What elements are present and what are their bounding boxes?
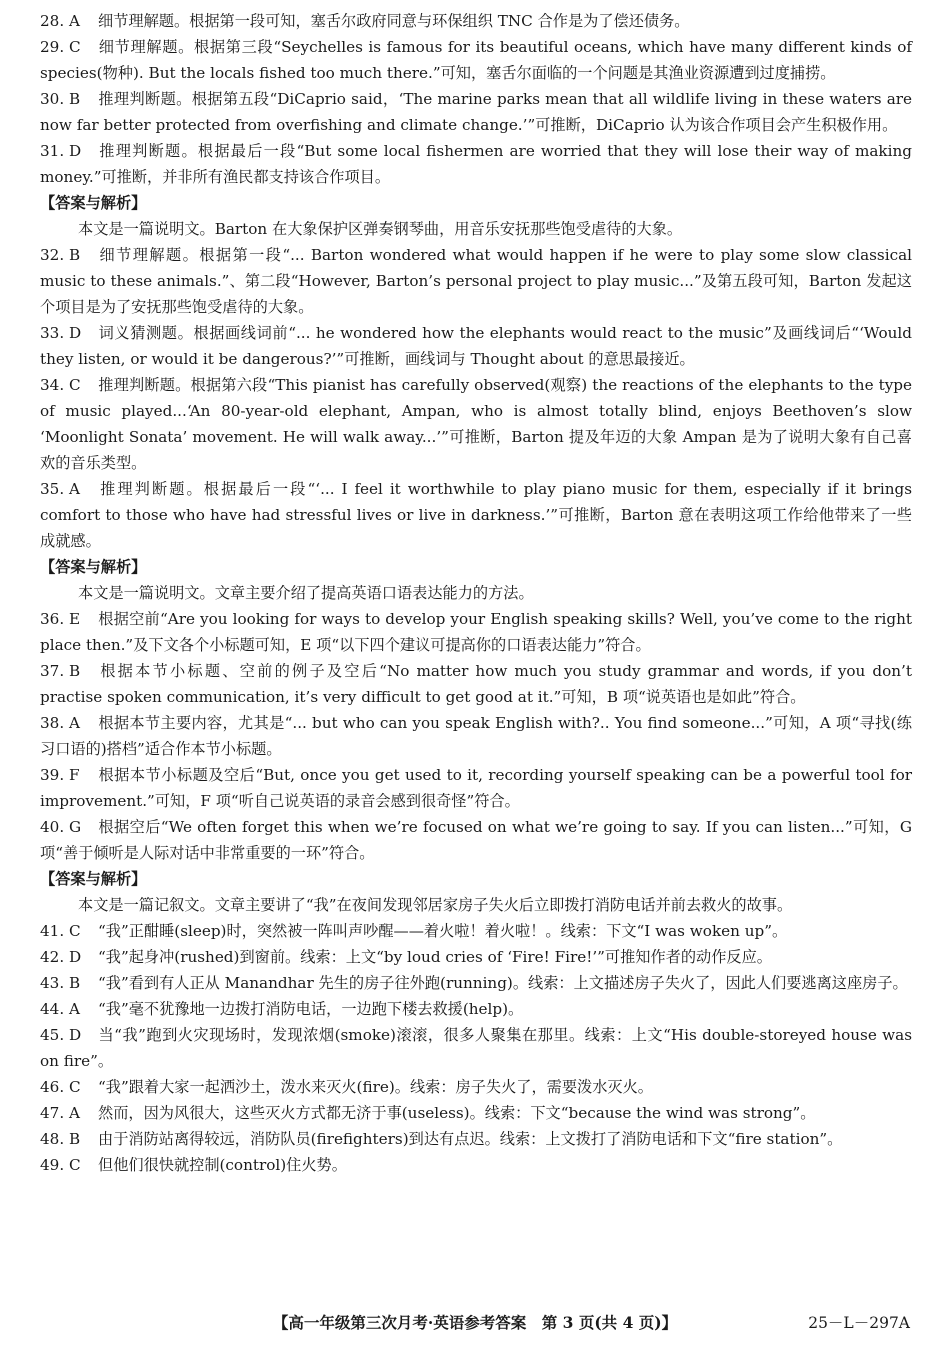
answer-item-32 [40,242,912,320]
answer-item-42 [40,944,912,970]
answer-number: 46. C [40,1078,81,1096]
answer-explanation: 根据本节小标题、空前的例子及空后“No matter how much you study grammar and words, if you don’t practise spoken communication, it’s very difficult to get good at it.”可知，B 项“说英语也是如此”符合。 [40,662,912,706]
answer-item-37 [40,658,912,710]
answer-explanation: “我”起身冲(rushed)到窗前。线索：上文“by loud cries of ‘Fire! Fire!’”可推知作者的动作反应。 [98,948,772,966]
section-heading: 【答案与解析】 [40,194,147,212]
answer-item-41 [40,918,912,944]
answer-explanation: 根据空前“Are you looking for ways to develop your English speaking skills? Well, you’ve come to the right place then.”及下文各个小标题可知，E 项“以下四个建议可提高你的口语表达能力”符合。 [40,610,912,654]
answer-explanation: 根据本节主要内容，尤其是“... but who can you speak English with?.. You find someone...”可知，A 项“寻找(练习口语的)搭档”适合作本节小标题。 [40,714,912,758]
passage-summary: 本文是一篇说明文。Barton 在大象保护区弹奏钢琴曲，用音乐安抚那些饱受虐待的大象。 [78,220,683,238]
answer-item-30 [40,86,912,138]
answer-explanation: 推理判断题。根据第五段“DiCaprio said，‘The marine parks mean that all wildlife living in these waters are now far better protected from overfishing and climate change.’”可推断，DiCaprio 认为该合作项目会产生积极作用。 [40,90,912,134]
answer-number: 28. A [40,12,80,30]
answer-explanation: 推理判断题。根据最后一段“But some local fishermen are worried that they will lose their way of making money.”可推断，并非所有渔民都支持该合作项目。 [40,142,912,186]
answer-explanation: 细节理解题。根据第三段“Seychelles is famous for its beautiful oceans, which have many different kinds of species(物种). But the locals fished too much there.”可知，塞舌尔面临的一个问题是其渔业资源遭到过度捕捞。 [40,38,912,82]
answer-number: 41. C [40,922,81,940]
answer-number: 29. C [40,38,81,56]
answer-explanation: 根据本节小标题及空后“But, once you get used to it, recording yourself speaking can be a powerful tool for improvement.”可知，F 项“听自己说英语的录音会感到很奇怪”符合。 [40,766,912,810]
answer-explanation: 然而，因为风很大，这些灭火方式都无济于事(useless)。线索：下文“because the wind was strong”。 [98,1104,816,1122]
answer-number: 31. D [40,142,82,160]
answer-explanation: 但他们很快就控制(control)住火势。 [98,1156,347,1174]
answer-number: 38. A [40,714,80,732]
answer-explanation: 由于消防站离得较远，消防队员(firefighters)到达有点迟。线索：上文拨打了消防电话和下文“fire station”。 [98,1130,843,1148]
answer-item-33 [40,320,912,372]
answer-item-38 [40,710,912,762]
document-code: 25－L－297A [808,1314,910,1332]
answer-explanation: 词义猜测题。根据画线词前“... he wondered how the elephants would react to the music”及画线词后“‘Would they listen, or would it be dangerous?’”可推断，画线词与 Thought about 的意思最接近。 [40,324,912,368]
page-footer [0,1310,950,1336]
footer-title: 【高一年级第三次月考·英语参考答案 第 3 页(共 4 页)】 [272,1313,678,1332]
answer-number: 45. D [40,1026,82,1044]
answer-number: 36. E [40,610,81,628]
answer-item-34 [40,372,912,476]
passage-summary: 本文是一篇记叙文。文章主要讲了“我”在夜间发现邻居家房子失火后立即拨打消防电话并前去救火的故事。 [78,896,793,914]
answer-explanation: “我”跟着大家一起洒沙土，泼水来灭火(fire)。线索：房子失火了，需要泼水灭火。 [98,1078,653,1096]
answer-number: 44. A [40,1000,80,1018]
answer-explanation: “我”正酣睡(sleep)时，突然被一阵叫声吵醒——着火啦！着火啦！。线索：下文“I was woken up”。 [98,922,788,940]
answer-number: 42. D [40,948,82,966]
answer-item-48 [40,1126,912,1152]
answer-number: 40. G [40,818,82,836]
answer-explanation: 推理判断题。根据最后一段“‘... I feel it worthwhile to play piano music for them, especially if it brings comfort to those who have had stressful lives or live in darkness.’”可推断，Barton 意在表明这项工作给他带来了一些成就感。 [40,480,912,550]
answer-number: 39. F [40,766,80,784]
answer-explanation: 推理判断题。根据第六段“This pianist has carefully observed(观察) the reactions of the elephants to the type of music played...‘An 80-year-old elephant, Ampan, who is almost totally blind, enjoys Beethoven’s slow ‘Moonlight Sonata’ movement. He will walk away...’”可推断，Barton 提及年迈的大象 Ampan 是为了说明大象有自己喜欢的音乐类型。 [40,376,912,472]
answer-item-35 [40,476,912,554]
section-heading: 【答案与解析】 [40,558,147,576]
answer-explanation: 细节理解题。根据第一段“... Barton wondered what would happen if he were to play some slow classical music to these animals.”、第二段“However, Barton’s personal project to play music...”及第五段可知，Barton 发起这个项目是为了安抚那些饱受虐待的大象。 [40,246,912,316]
answer-item-46 [40,1074,912,1100]
answer-number: 35. A [40,480,80,498]
answer-item-43 [40,970,912,996]
answer-number: 43. B [40,974,81,992]
answer-item-44 [40,996,912,1022]
answer-number: 37. B [40,662,81,680]
answer-item-29 [40,34,912,86]
answer-explanation: 当“我”跑到火灾现场时，发现浓烟(smoke)滚滚，很多人聚集在那里。线索：上文“His double-storeyed house was on fire”。 [40,1026,912,1070]
answer-number: 34. C [40,376,81,394]
answer-number: 49. C [40,1156,81,1174]
answer-number: 32. B [40,246,81,264]
answer-explanation: “我”毫不犹豫地一边拨打消防电话，一边跑下楼去救援(help)。 [98,1000,524,1018]
answer-number: 30. B [40,90,81,108]
answer-explanation: 根据空后“We often forget this when we’re focused on what we’re going to say. If you can listen...”可知，G 项“善于倾听是人际对话中非常重要的一环”符合。 [40,818,912,862]
passage-summary: 本文是一篇说明文。文章主要介绍了提高英语口语表达能力的方法。 [78,584,534,602]
answer-item-45 [40,1022,912,1074]
answer-item-36 [40,606,912,658]
answer-key-content [40,8,912,1178]
answer-item-47 [40,1100,912,1126]
answer-explanation: “我”看到有人正从 Manandhar 先生的房子往外跑(running)。线索：上文描述房子失火了，因此人们要逃离这座房子。 [98,974,908,992]
answer-item-39 [40,762,912,814]
answer-number: 47. A [40,1104,80,1122]
answer-explanation: 细节理解题。根据第一段可知，塞舌尔政府同意与环保组织 TNC 合作是为了偿还债务。 [98,12,690,30]
answer-number: 33. D [40,324,82,342]
answer-item-49 [40,1152,912,1178]
section-heading: 【答案与解析】 [40,870,147,888]
answer-number: 48. B [40,1130,81,1148]
answer-item-40 [40,814,912,866]
answer-item-31 [40,138,912,190]
answer-item-28 [40,8,912,34]
